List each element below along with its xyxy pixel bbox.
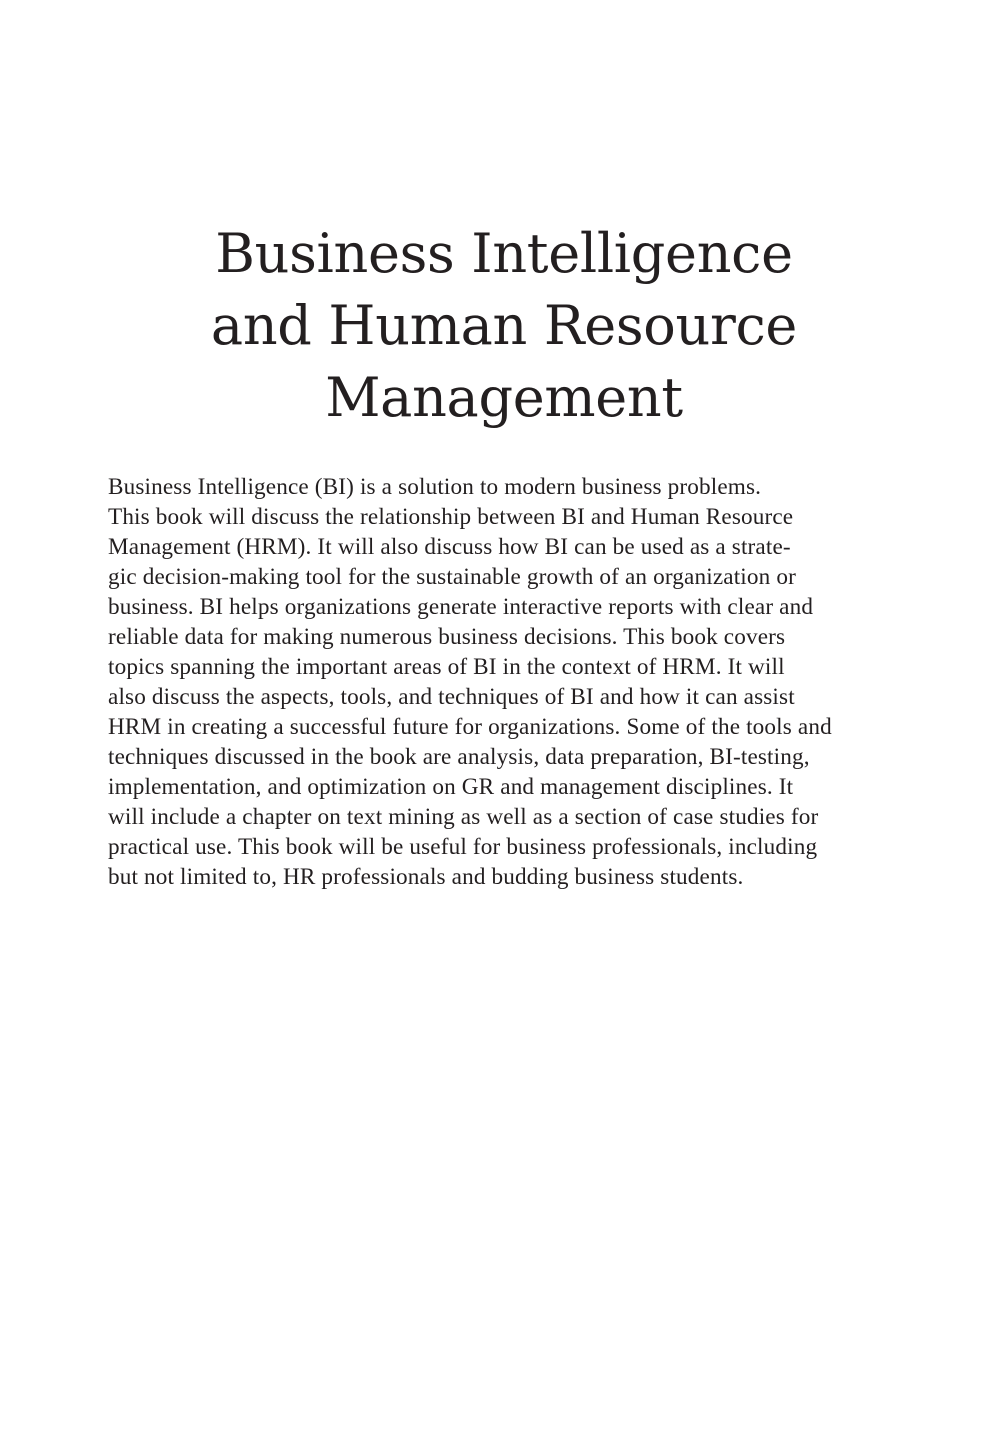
- description-line: business. BI helps organizations generate interactive reports with clear and: [108, 594, 814, 620]
- title-line: Management: [325, 366, 683, 429]
- description-line: techniques discussed in the book are analysis, data preparation, BI-testing,: [108, 744, 810, 770]
- book-title: [150, 218, 858, 434]
- title-line: and Human Resource: [210, 294, 798, 357]
- description-line: but not limited to, HR professionals and budding business students.: [108, 864, 744, 890]
- title-line: Business Intelligence: [215, 222, 793, 285]
- description-line: HRM in creating a successful future for organizations. Some of the tools and: [108, 714, 832, 740]
- description-line: practical use. This book will be useful for business professionals, including: [108, 834, 818, 860]
- description-line: will include a chapter on text mining as well as a section of case studies for: [108, 804, 819, 830]
- description-line: Business Intelligence (BI) is a solution to modern business problems.: [108, 474, 762, 500]
- description-line: This book will discuss the relationship between BI and Human Resource: [108, 504, 794, 530]
- description-line: also discuss the aspects, tools, and techniques of BI and how it can assist: [108, 684, 795, 710]
- book-description: [108, 472, 898, 892]
- description-line: implementation, and optimization on GR and management disciplines. It: [108, 774, 794, 800]
- description-line: topics spanning the important areas of BI in the context of HRM. It will: [108, 654, 785, 680]
- description-line: gic decision-making tool for the sustainable growth of an organization or: [108, 564, 796, 590]
- description-line: reliable data for making numerous business decisions. This book covers: [108, 624, 786, 650]
- description-line: Management (HRM). It will also discuss how BI can be used as a strate-: [108, 534, 791, 560]
